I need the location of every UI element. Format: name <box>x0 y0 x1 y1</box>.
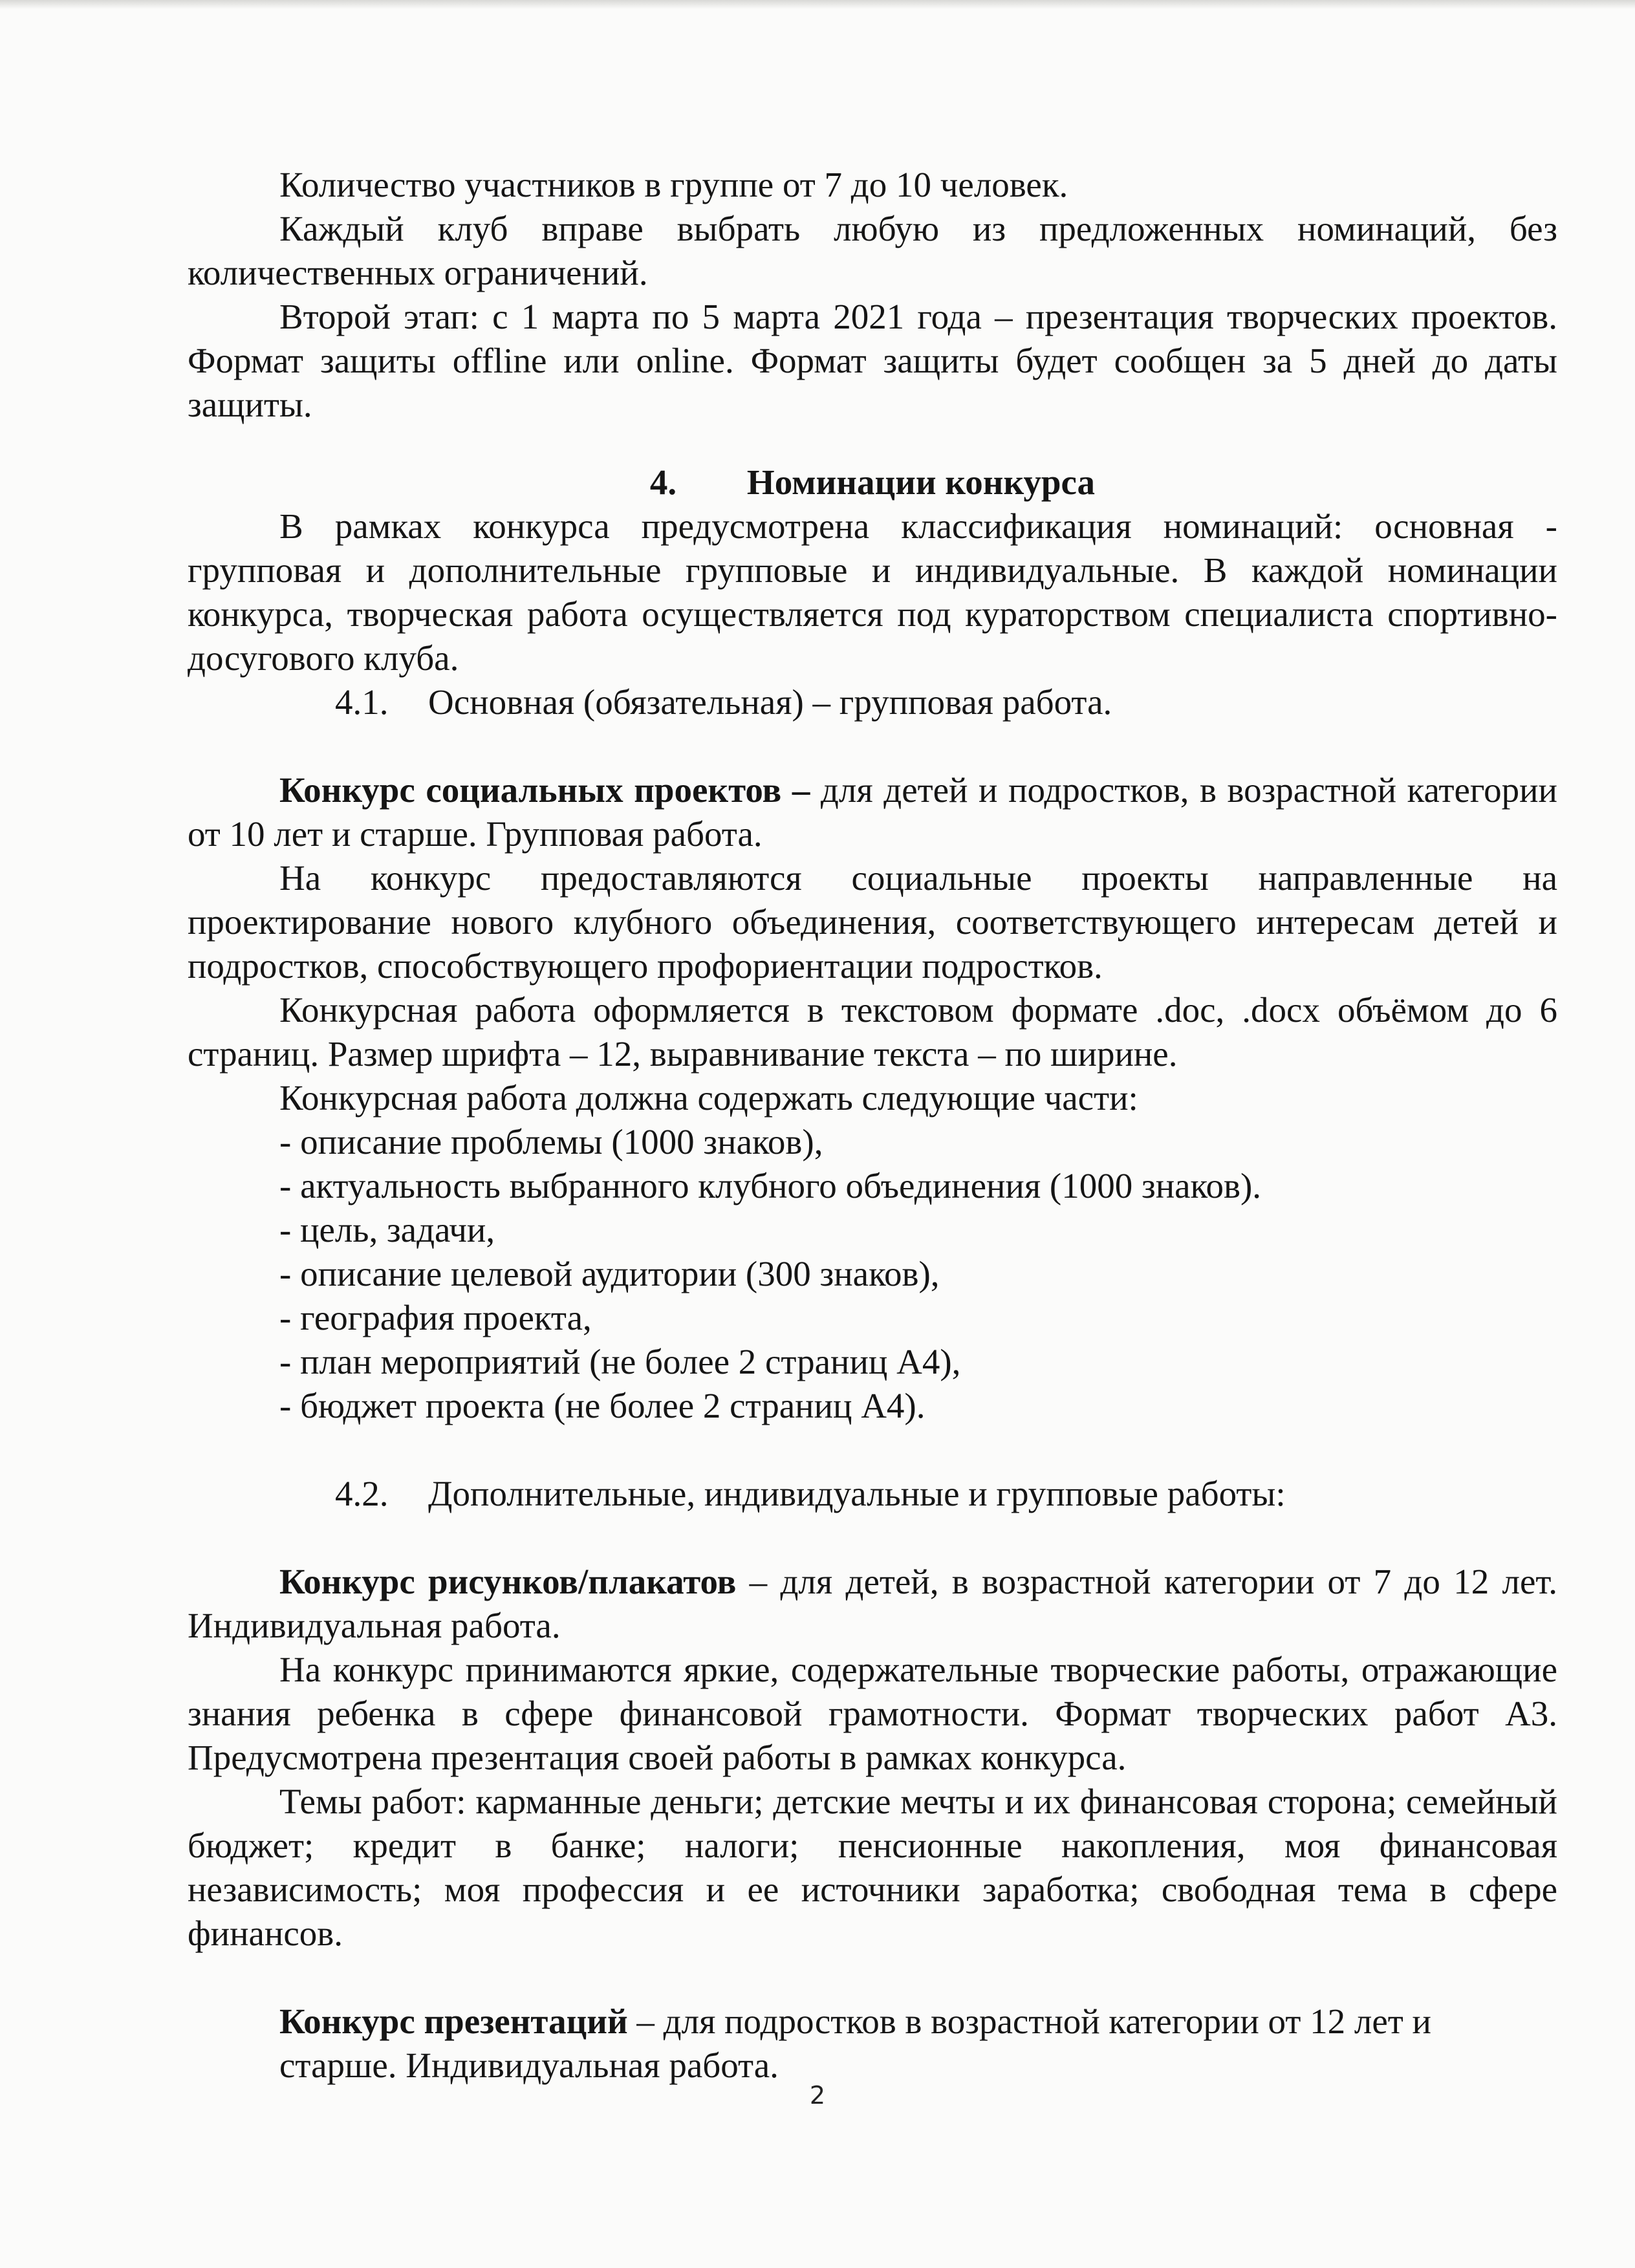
drawings-lead <box>188 1560 1557 1648</box>
list-item: - план мероприятий (не более 2 страниц А4), <box>279 1342 961 1381</box>
social-projects-lead-text: для детей и подростков, в возрастной категории от 10 лет и старше. Групповая работа. <box>188 770 1557 854</box>
subsection-title: Основная (обязательная) – групповая работа. <box>428 682 1112 722</box>
club-nominations-choice: Каждый клуб вправе выбрать любую из предложенных номинаций, без количественных ограничений. <box>188 209 1557 292</box>
section-heading-nominations <box>188 460 1557 504</box>
nominations-intro: В рамках конкурса предусмотрена классификация номинаций: основная - групповая и дополнительные групповые и индивидуальные. В каждой номинации конкурса, творческая работа осуществляется под кураторством специалиста спортивно-досугового клуба. <box>188 506 1557 678</box>
participants-count: Количество участников в группе от 7 до 10 человек. <box>279 165 1068 204</box>
document-body <box>188 163 1557 2088</box>
section-title: Номинации конкурса <box>746 462 1096 502</box>
page-number: 2 <box>809 2081 826 2110</box>
drawings-description: На конкурс принимаются яркие, содержательные творческие работы, отражающие знания ребенка в сфере финансовой грамотности. Формат творческих работ А3. Предусмотрена презентация своей работы в рамках конкурса. <box>188 1650 1557 1777</box>
drawings-topics: Темы работ: карманные деньги; детские мечты и их финансовая сторона; семейный бюджет; кредит в банке; налоги; пенсионные накопления, моя финансовая независимость; моя профессия и ее источники заработка; свободная тема в сфере финансов. <box>188 1782 1557 1953</box>
social-projects-description: На конкурс предоставляются социальные проекты направленные на проектирование нового клубного объединения, соответствующего интересам детей и подростков, способствующего профориентации подростков. <box>188 858 1557 986</box>
spacer <box>188 1428 1557 1472</box>
drawings-title: Конкурс рисунков/плакатов <box>279 1562 737 1601</box>
subsection-number: 4.1. <box>335 682 389 722</box>
drawings-lead-text: – для детей, в возрастной категории от 7 до 12 лет. Индивидуальная работа. <box>188 1562 1558 1645</box>
subsection-number: 4.2. <box>335 1474 389 1513</box>
section-number: 4. <box>649 462 677 502</box>
second-stage: Второй этап: с 1 марта по 5 марта 2021 года – презентация творческих проектов. Формат защиты offline или online. Формат защиты будет сообщен за 5 дней до даты защиты. <box>188 297 1557 424</box>
list-item: - цель, задачи, <box>279 1210 495 1249</box>
presentations-lead <box>188 2000 1557 2044</box>
social-projects-format: Конкурсная работа оформляется в текстовом формате .doc, .docx объёмом до 6 страниц. Размер шрифта – 12, выравнивание текста – по ширине. <box>188 990 1557 1074</box>
social-projects-title: Конкурс социальных проектов – <box>279 770 810 810</box>
list-item: - описание целевой аудитории (300 знаков), <box>279 1254 940 1293</box>
list-item: - география проекта, <box>279 1298 592 1337</box>
list-item: - описание проблемы (1000 знаков), <box>279 1122 823 1161</box>
subsection-additional <box>188 1472 1557 1516</box>
list-item: - бюджет проекта (не более 2 страниц А4). <box>279 1386 926 1425</box>
spacer <box>188 724 1557 768</box>
social-projects-parts-heading: Конкурсная работа должна содержать следующие части: <box>279 1078 1138 1118</box>
spacer <box>188 1516 1557 1560</box>
subsection-main <box>188 680 1557 724</box>
social-projects-lead <box>188 768 1557 856</box>
scan-edge <box>0 0 1635 9</box>
presentations-title: Конкурс презентаций <box>279 2002 628 2041</box>
subsection-title: Дополнительные, индивидуальные и групповые работы: <box>428 1474 1286 1513</box>
list-item: - актуальность выбранного клубного объединения (1000 знаков). <box>279 1166 1262 1205</box>
spacer <box>188 1956 1557 2000</box>
presentations-lead-text: – для подростков в возрастной категории от 12 лет и <box>627 2002 1431 2041</box>
presentations-continuation: старше. Индивидуальная работа. <box>279 2046 779 2085</box>
